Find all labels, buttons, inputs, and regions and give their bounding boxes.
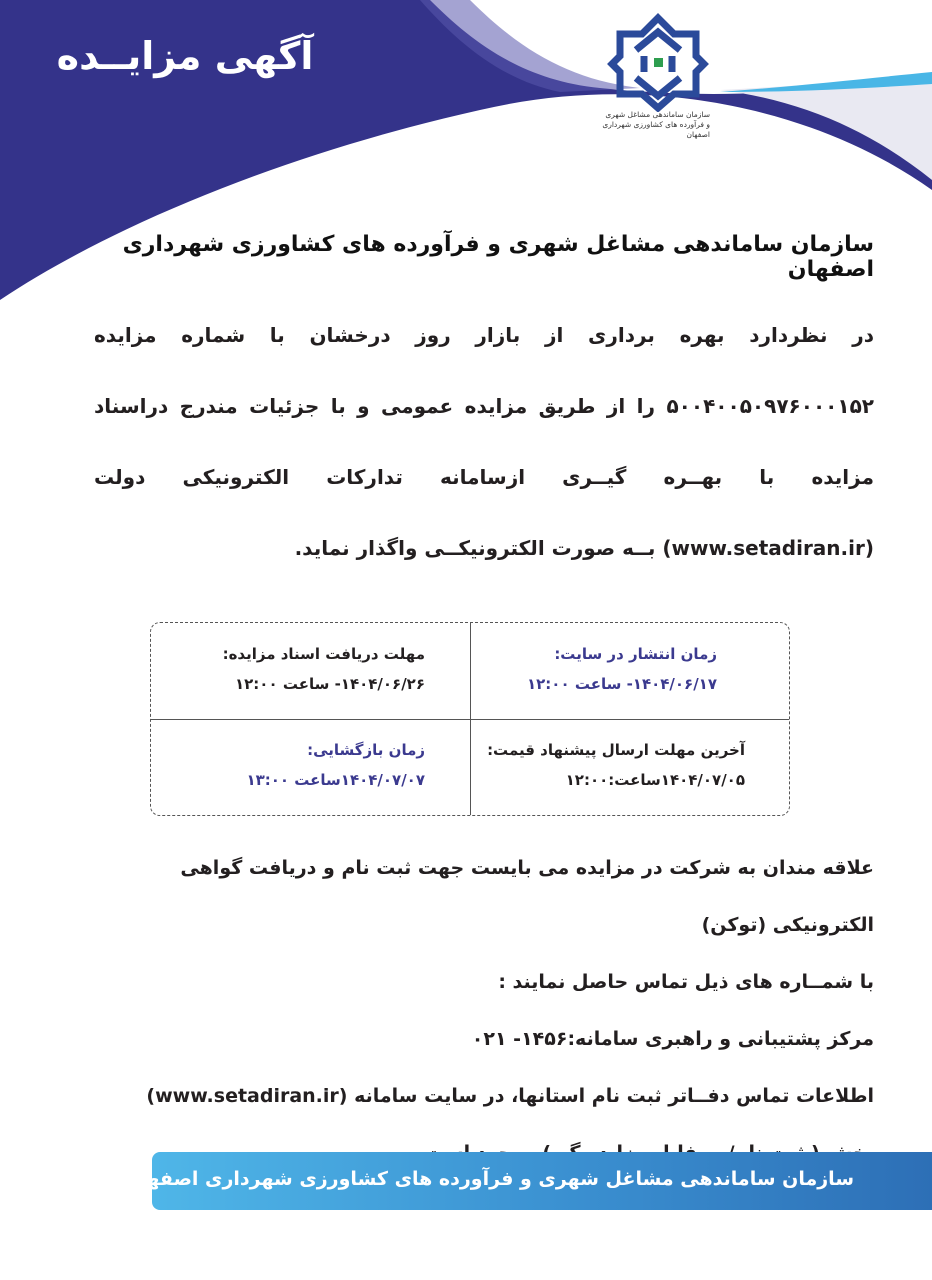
footer-text: سازمان ساماندهی مشاغل شهری و فرآورده های کشاورزی شهرداری اصفهان bbox=[124, 1168, 854, 1190]
logo-caption-line2: و فرآورده های کشاورزی شهرداری اصفهان bbox=[602, 120, 710, 139]
bid-value: ۱۴۰۴/۰۷/۰۵ساعت:۱۲:۰۰ bbox=[565, 771, 745, 789]
notes-line-3: مرکز پشتیبانی و راهبری سامانه:۱۴۵۶- ۰۲۱ bbox=[471, 1028, 874, 1050]
logo-caption bbox=[590, 110, 710, 140]
org-logo-icon bbox=[606, 12, 710, 112]
opening-value: ۱۴۰۴/۰۷/۰۷ساعت ۱۳:۰۰ bbox=[246, 771, 425, 789]
publish-value: ۱۴۰۴/۰۶/۱۷- ساعت ۱۲:۰۰ bbox=[526, 675, 717, 693]
schedule-bid-cell bbox=[477, 741, 745, 789]
notes-line-4: اطلاعات تماس دفــاتر ثبت نام استانها، در سایت سامانه (www.setadiran.ir) bbox=[146, 1085, 874, 1107]
intro-paragraph: در نظردارد بهره برداری از بازار روز درخشان با شماره مزایده ۵۰۰۴۰۰۵۰۹۷۶۰۰۰۱۵۲ را از طریق مزایده عمومی و با جزئیات مندرج دراسناد مزایده با بهــره گیــری ازسامانه تدارکات الکترونیکی دولت (www.setadiran.ir) بــه صورت الکترونیکــی واگذار نماید. bbox=[94, 323, 874, 560]
docs-value: ۱۴۰۴/۰۶/۲۶- ساعت ۱۲:۰۰ bbox=[234, 675, 425, 693]
logo-caption-line1: سازمان ساماندهی مشاغل شهری bbox=[605, 110, 710, 119]
org-title: سازمان ساماندهی مشاغل شهری و فرآورده های کشاورزی شهرداری اصفهان bbox=[122, 232, 874, 282]
schedule-divider-horizontal bbox=[151, 719, 789, 720]
schedule-publish-cell bbox=[477, 645, 717, 693]
bid-label: آخرین مهلت ارسال پیشنهاد قیمت: bbox=[487, 741, 745, 759]
notes-line-2: با شمــاره های ذیل تماس حاصل نمایند : bbox=[498, 971, 874, 993]
schedule-docs-cell bbox=[185, 645, 425, 693]
publish-label: زمان انتشار در سایت: bbox=[554, 645, 717, 663]
schedule-table bbox=[150, 622, 790, 816]
registration-notes bbox=[74, 840, 874, 1182]
docs-label: مهلت دریافت اسناد مزایده: bbox=[222, 645, 425, 663]
header-title: آگهی مزایــده bbox=[56, 34, 314, 78]
notes-line-1: علاقه مندان به شرکت در مزایده می بایست جهت ثبت نام و دریافت گواهی الکترونیکی (توکن) bbox=[180, 857, 874, 936]
footer-bar bbox=[124, 1152, 932, 1210]
schedule-opening-cell bbox=[185, 741, 425, 789]
opening-label: زمان بازگشایی: bbox=[307, 741, 425, 759]
